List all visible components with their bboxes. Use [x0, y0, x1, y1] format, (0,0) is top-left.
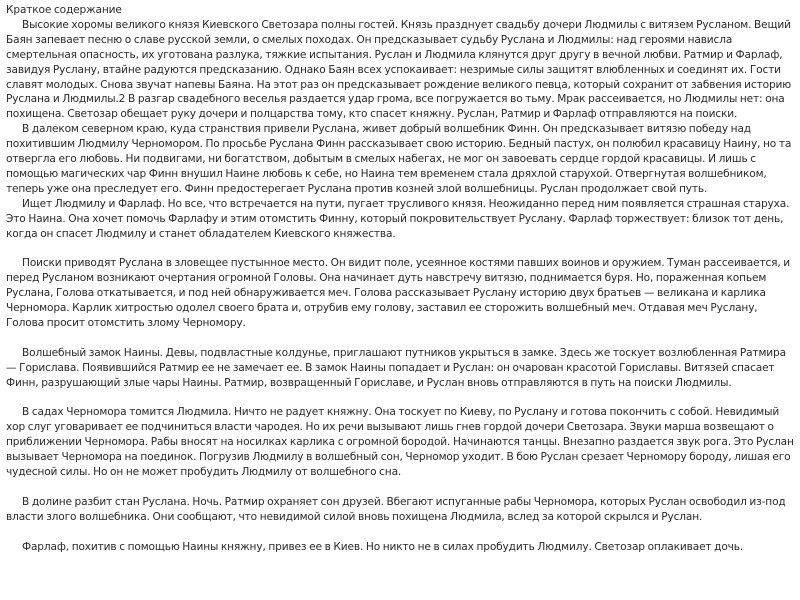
document-title: Краткое содержание — [6, 4, 122, 16]
paragraph-5: Волшебный замок Наины. Девы, подвластные колдунье, приглашают путников укрыться в замке. Здесь же тоскует возлюбленная Ратмира — Горислава. Появившийся Ратмир ее не замечает ее. В замок Наины попадает и Руслан: он очарован красотой Гориславы. Витязей спасает Финн, разрушающий злые чары Наины. Ратмир, возвращенный Гориславе, и Руслан вновь отправляются в путь на поиски Людмилы. — [6, 346, 786, 389]
paragraph-4: Поиски приводят Руслана в зловещее пустынное место. Он видит поле, усеянное костями павших воинов и оружием. Туман рассеивается, и перед Русланом возникают очертания огромной Головы. Она начинает дуть навстречу витязю, поднимается буря. Но, пораженная копьем Руслана, Голова откатывается, и под ней обнаруживается меч. Голова рассказывает Руслану историю двух братьев — великана и карлика Черномора. Карлик хитростью одолел своего брата и, отрубив ему голову, заставил ее сторожить волшебный меч. Отдавая меч Руслану, Голова просит отомстить злому Черномору. — [6, 257, 791, 330]
paragraph-7: В долине разбит стан Руслана. Ночь. Ратмир охраняет сон друзей. Вбегают испуганные рабы Черномора, которых Руслан освободил из-под власти злого волшебника. Они сообщают, что невидимой силой вновь похищена Людмила, вслед за которой скрылся и Руслан. — [6, 495, 786, 523]
paragraph-8: Фарлаф, похитив с помощью Наины княжну, привез ее в Киев. Но никто не в силах пробудить Людмилу. Светозар оплакивает дочь. — [22, 540, 744, 553]
paragraph-3: Ищет Людмилу и Фарлаф. Но все, что встречается на пути, пугает трусливого князя. Неожиданно перед ним появляется страшная старуха. Это Наина. Она хочет помочь Фарлафу и этим отомстить Финну, который покровительствует Руслану. Фарлаф торжествует: близок тот день, когда он спасет Людмилу и станет обладателем Киевского княжества. — [6, 197, 790, 240]
paragraph-1: Высокие хоромы великого князя Киевского Светозара полны гостей. Князь празднует свадьбу дочери Людмилы с витязем Русланом. Вещий Баян запевает песню о славе русской земли, о смелых походах. Он предсказывает судьбу Руслана и Людмилы: над героями нависла смертельная опасность, их уготована разлука, тяжкие испытания. Руслан и Людмила клянутся друг другу в вечной любви. Ратмир и Фарлаф, завидуя Руслану, втайне радуются предсказанию. Однако Баян всех успокаивает: незримые силы защитят влюбленных и соединят их. Гости славят молодых. Снова звучат напевы Баяна. На этот раз он предсказывает рождение великого певца, который сохранит от забвения историю Руслана и Людмилы.2 В разгар свадебного веселья раздается удар грома, все погружается во тьму. Мрак рассеивается, но Людмилы нет: она похищена. Светозар обещает руку дочери и полцарства тому, кто спасет княжну. Руслан, Ратмир и Фарлаф отправляются на поиски. — [6, 18, 792, 121]
paragraph-2: В далеком северном краю, куда странствия привели Руслана, живет добрый волшебник Финн. Он предсказывает витязю победу над похитившим Людмилу Черномором. По просьбе Руслана Финн рассказывает свою историю. Бедный пастух, он полюбил красавицу Наину, но та отвергла его любовь. Ни подвигами, ни богатством, добытым в смелых набегах, не мог он завоевать сердце гордой красавицы. И лишь с помощью магических чар Финн внушил Наине любовь к себе, но Наина тем временем стала дряхлой старухой. Отвергнутая волшебником, теперь уже она преследует его. Финн предостерегает Руслана против козней злой волшебницы. Руслан продолжает свой путь. — [6, 123, 792, 195]
document-page — [6, 3, 794, 554]
paragraph-6: В садах Черномора томится Людмила. Ничто не радует княжну. Она тоскует по Киеву, по Руслану и готова покончить с собой. Невидимый хор слуг уговаривает ее подчиниться власти чародея. Но их речи вызывают лишь гнев гордой дочери Светозара. Звуки марша возвещают о приближении Черномора. Рабы вносят на носилках карлика с огромной бородой. Начинаются танцы. Внезапно раздается звук рога. Это Руслан вызывает Черномора на поединок. Погрузив Людмилу в волшебный сон, Черномор уходит. В бою Руслан срезает Черномору бороду, лишая его чудесной силы. Но он не может пробудить Людмилу от волшебного сна. — [6, 406, 794, 479]
